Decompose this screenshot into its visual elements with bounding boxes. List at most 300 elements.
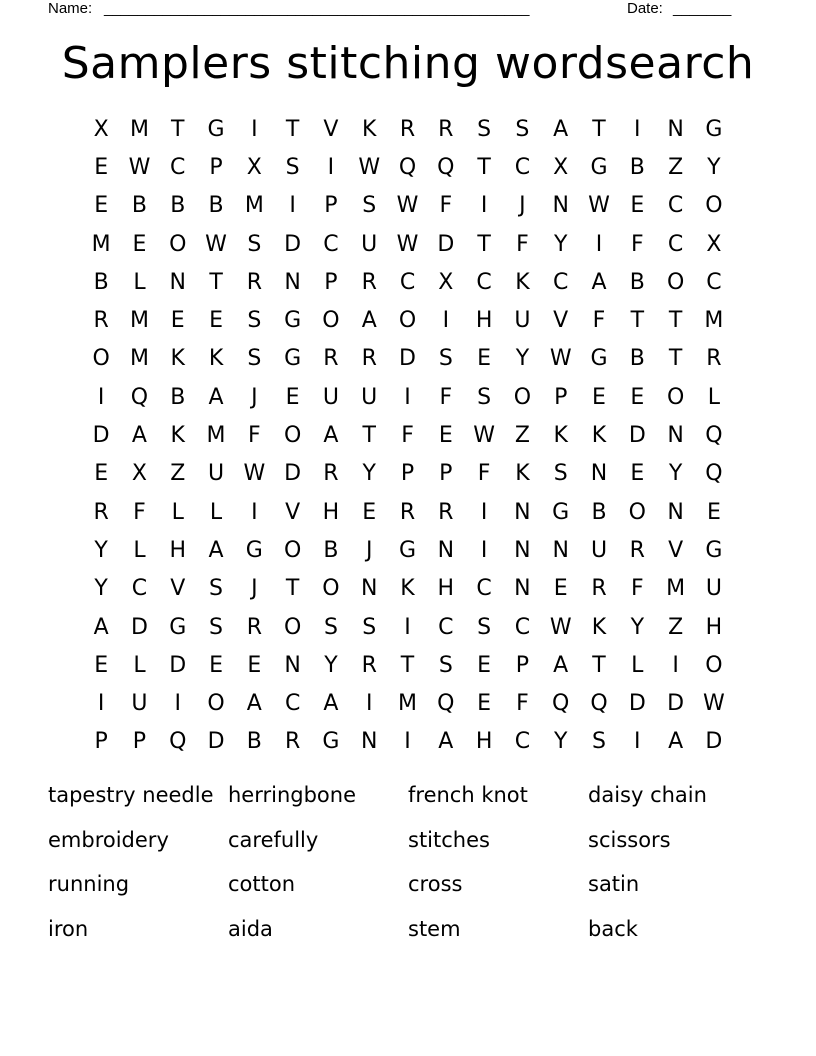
- grid-cell[interactable]: N: [514, 576, 531, 602]
- grid-cell[interactable]: G: [705, 537, 723, 563]
- grid-cell[interactable]: D: [667, 691, 685, 717]
- grid-cell[interactable]: Y: [362, 461, 376, 487]
- grid-cell[interactable]: R: [284, 729, 301, 755]
- word-list-item: cross: [408, 872, 463, 896]
- date-field[interactable]: _______: [673, 0, 732, 17]
- grid-cell[interactable]: I: [327, 154, 335, 180]
- grid-cell[interactable]: S: [362, 193, 377, 219]
- grid-cell[interactable]: W: [549, 346, 572, 372]
- grid-cell[interactable]: P: [209, 154, 223, 180]
- grid-cell[interactable]: R: [323, 461, 339, 487]
- word-list-item: embroidery: [48, 827, 169, 852]
- grid-cell[interactable]: F: [401, 423, 414, 449]
- grid-cell[interactable]: M: [91, 231, 111, 257]
- grid-cell[interactable]: E: [477, 346, 492, 372]
- grid-cell[interactable]: U: [361, 384, 378, 410]
- grid-cell[interactable]: V: [668, 537, 684, 563]
- grid-cell[interactable]: T: [209, 269, 223, 295]
- grid-cell[interactable]: T: [285, 576, 300, 602]
- grid-cell[interactable]: B: [93, 269, 109, 295]
- grid-cell[interactable]: A: [323, 691, 339, 717]
- grid-cell[interactable]: N: [360, 576, 378, 602]
- grid-cell[interactable]: G: [284, 346, 302, 372]
- grid-cell[interactable]: I: [404, 729, 411, 755]
- grid-cell[interactable]: P: [515, 652, 530, 678]
- grid-cell[interactable]: C: [170, 154, 186, 180]
- grid-cell[interactable]: N: [284, 652, 301, 678]
- grid-cell[interactable]: I: [672, 652, 679, 678]
- grid-cell[interactable]: S: [438, 346, 453, 372]
- grid-cell[interactable]: F: [248, 423, 261, 449]
- grid-cell[interactable]: P: [94, 729, 108, 755]
- grid-cell[interactable]: G: [590, 346, 608, 372]
- grid-cell[interactable]: Y: [707, 154, 721, 180]
- grid-cell[interactable]: P: [324, 269, 338, 295]
- grid-cell[interactable]: L: [133, 652, 146, 678]
- grid-cell[interactable]: J: [519, 193, 526, 219]
- grid-cell[interactable]: I: [251, 116, 258, 142]
- grid-cell[interactable]: E: [170, 308, 185, 334]
- grid-cell[interactable]: N: [284, 269, 301, 295]
- grid-cell[interactable]: H: [169, 537, 187, 563]
- grid-cell[interactable]: V: [553, 308, 569, 334]
- grid-cell[interactable]: C: [323, 231, 339, 257]
- grid-cell[interactable]: Y: [94, 537, 108, 563]
- grid-cell[interactable]: I: [97, 384, 105, 410]
- grid-cell[interactable]: Q: [705, 423, 723, 449]
- word-list-item: iron: [48, 916, 89, 941]
- grid-cell[interactable]: H: [437, 576, 455, 602]
- grid-cell[interactable]: G: [245, 537, 263, 563]
- grid-cell[interactable]: L: [133, 269, 146, 295]
- grid-cell[interactable]: D: [130, 614, 148, 640]
- grid-cell[interactable]: U: [207, 461, 225, 487]
- grid-cell[interactable]: O: [628, 499, 646, 525]
- name-field[interactable]: ___________________________________________________: [104, 0, 530, 17]
- grid-cell[interactable]: T: [285, 116, 300, 142]
- grid-cell[interactable]: A: [246, 691, 262, 717]
- grid-cell[interactable]: E: [94, 461, 109, 487]
- grid-cell[interactable]: D: [92, 423, 110, 449]
- grid-cell[interactable]: P: [400, 461, 415, 487]
- grid-cell[interactable]: F: [439, 193, 453, 219]
- grid-cell[interactable]: N: [667, 116, 684, 142]
- grid-cell[interactable]: R: [591, 576, 607, 602]
- grid-cell[interactable]: I: [634, 116, 641, 142]
- grid-cell[interactable]: D: [628, 423, 646, 449]
- grid-cell[interactable]: P: [132, 729, 147, 755]
- grid-cell[interactable]: I: [97, 691, 105, 717]
- grid-cell[interactable]: T: [477, 154, 491, 180]
- grid-cell[interactable]: H: [475, 729, 493, 755]
- grid-cell[interactable]: E: [247, 652, 262, 678]
- grid-cell[interactable]: S: [515, 116, 530, 142]
- grid-cell[interactable]: N: [667, 499, 684, 525]
- grid-cell[interactable]: Z: [514, 423, 530, 449]
- grid-cell[interactable]: Q: [590, 691, 608, 717]
- grid-cell[interactable]: E: [630, 384, 645, 410]
- grid-cell[interactable]: M: [206, 423, 226, 449]
- grid-cell[interactable]: E: [94, 193, 109, 219]
- grid-cell[interactable]: G: [398, 537, 417, 563]
- grid-cell[interactable]: Y: [553, 231, 568, 257]
- grid-cell[interactable]: W: [396, 193, 419, 219]
- grid-cell[interactable]: N: [169, 269, 186, 295]
- grid-cell[interactable]: D: [284, 231, 302, 257]
- grid-cell[interactable]: E: [706, 499, 721, 525]
- grid-cell[interactable]: I: [480, 499, 488, 525]
- grid-cell[interactable]: N: [360, 729, 378, 755]
- grid-cell[interactable]: I: [365, 691, 373, 717]
- grid-cell[interactable]: X: [246, 154, 262, 180]
- grid-cell[interactable]: R: [93, 308, 109, 334]
- grid-cell[interactable]: R: [629, 537, 645, 563]
- grid-cell[interactable]: D: [284, 461, 302, 487]
- grid-cell[interactable]: U: [322, 384, 339, 410]
- grid-cell[interactable]: H: [322, 499, 340, 525]
- grid-cell[interactable]: G: [705, 116, 723, 142]
- grid-cell[interactable]: Y: [630, 614, 645, 640]
- grid-cell[interactable]: Z: [668, 154, 684, 180]
- grid-cell[interactable]: E: [209, 652, 223, 678]
- grid-cell[interactable]: R: [399, 499, 416, 525]
- grid-cell[interactable]: R: [323, 346, 339, 372]
- grid-cell[interactable]: Q: [169, 729, 187, 755]
- grid-cell[interactable]: S: [209, 614, 224, 640]
- grid-cell[interactable]: O: [169, 231, 187, 257]
- name-label: Name:: [48, 0, 93, 17]
- grid-cell[interactable]: E: [362, 499, 377, 525]
- grid-cell[interactable]: M: [129, 116, 149, 142]
- grid-cell[interactable]: I: [289, 193, 296, 219]
- grid-cell[interactable]: R: [93, 499, 109, 525]
- grid-cell[interactable]: K: [362, 116, 377, 142]
- grid-cell[interactable]: N: [514, 499, 531, 525]
- grid-cell[interactable]: B: [629, 269, 645, 295]
- grid-cell[interactable]: C: [667, 231, 684, 257]
- grid-cell[interactable]: V: [170, 576, 186, 602]
- grid-cell[interactable]: W: [588, 193, 610, 219]
- grid-cell[interactable]: T: [362, 423, 376, 449]
- grid-cell[interactable]: R: [361, 269, 377, 295]
- grid-cell[interactable]: X: [93, 116, 109, 142]
- grid-cell[interactable]: B: [170, 193, 186, 219]
- grid-cell[interactable]: A: [208, 384, 224, 410]
- grid-cell[interactable]: I: [404, 384, 411, 410]
- grid-cell[interactable]: E: [630, 193, 645, 219]
- grid-cell[interactable]: K: [515, 269, 530, 295]
- grid-cell[interactable]: F: [439, 384, 453, 410]
- grid-cell[interactable]: I: [480, 193, 488, 219]
- grid-cell[interactable]: Z: [170, 461, 186, 487]
- grid-cell[interactable]: A: [131, 423, 147, 449]
- grid-cell[interactable]: C: [706, 269, 722, 295]
- grid-cell[interactable]: W: [396, 231, 419, 257]
- grid-cell[interactable]: C: [553, 269, 569, 295]
- grid-cell[interactable]: L: [133, 537, 146, 563]
- grid-cell[interactable]: A: [93, 614, 109, 640]
- grid-cell[interactable]: I: [442, 308, 450, 334]
- grid-cell[interactable]: T: [592, 116, 606, 142]
- grid-cell[interactable]: L: [631, 652, 644, 678]
- grid-cell[interactable]: T: [171, 116, 185, 142]
- grid-cell[interactable]: T: [400, 652, 415, 678]
- grid-cell[interactable]: D: [628, 691, 646, 717]
- grid-cell[interactable]: K: [553, 423, 568, 449]
- grid-cell[interactable]: S: [477, 614, 492, 640]
- grid-cell[interactable]: S: [323, 614, 338, 640]
- grid-cell[interactable]: X: [131, 461, 147, 487]
- grid-cell[interactable]: U: [131, 691, 148, 717]
- grid-cell[interactable]: J: [365, 537, 373, 563]
- grid-cell[interactable]: O: [283, 614, 302, 640]
- grid-cell[interactable]: G: [169, 614, 187, 640]
- word-list-item: stitches: [408, 827, 490, 852]
- grid-cell[interactable]: S: [438, 652, 453, 678]
- grid-cell[interactable]: S: [247, 231, 262, 257]
- grid-cell[interactable]: I: [595, 231, 603, 257]
- grid-cell[interactable]: H: [475, 308, 493, 334]
- grid-cell[interactable]: D: [169, 652, 187, 678]
- grid-cell[interactable]: Q: [705, 461, 723, 487]
- grid-cell[interactable]: P: [324, 193, 338, 219]
- grid-cell[interactable]: C: [131, 576, 148, 602]
- grid-cell[interactable]: O: [705, 652, 723, 678]
- grid-cell[interactable]: K: [400, 576, 415, 602]
- grid-cell[interactable]: K: [170, 346, 185, 372]
- grid-cell[interactable]: K: [591, 423, 607, 449]
- page-title: Samplers stitching wordsearch: [61, 38, 755, 89]
- grid-cell[interactable]: W: [473, 423, 495, 449]
- grid-cell[interactable]: O: [322, 308, 340, 334]
- grid-cell[interactable]: N: [514, 537, 531, 563]
- grid-cell[interactable]: B: [591, 499, 607, 525]
- header-line: [48, 0, 768, 18]
- grid-cell[interactable]: K: [515, 461, 530, 487]
- grid-cell[interactable]: N: [590, 461, 608, 487]
- word-list-item: tapestry needle: [48, 783, 214, 807]
- grid-cell[interactable]: M: [666, 576, 686, 602]
- grid-cell[interactable]: Y: [94, 576, 108, 602]
- grid-cell[interactable]: A: [591, 269, 607, 295]
- grid-cell[interactable]: P: [554, 384, 568, 410]
- grid-cell[interactable]: O: [666, 269, 685, 295]
- grid-cell[interactable]: E: [592, 384, 606, 410]
- grid-cell[interactable]: M: [244, 193, 264, 219]
- grid-cell[interactable]: M: [129, 308, 149, 334]
- grid-cell[interactable]: B: [246, 729, 262, 755]
- grid-cell[interactable]: R: [246, 614, 262, 640]
- grid-cell[interactable]: K: [170, 423, 185, 449]
- grid-cell[interactable]: D: [207, 729, 225, 755]
- grid-cell[interactable]: F: [516, 691, 529, 717]
- grid-cell[interactable]: W: [205, 231, 227, 257]
- grid-cell[interactable]: R: [361, 346, 377, 372]
- grid-cell[interactable]: C: [514, 729, 531, 755]
- grid-cell[interactable]: W: [243, 461, 266, 487]
- grid-cell[interactable]: I: [634, 729, 641, 755]
- grid-cell[interactable]: R: [438, 499, 454, 525]
- grid-cell[interactable]: I: [404, 614, 411, 640]
- grid-cell[interactable]: F: [516, 231, 529, 257]
- grid-cell[interactable]: F: [630, 231, 644, 257]
- grid-cell[interactable]: J: [251, 576, 258, 602]
- grid-cell[interactable]: J: [251, 384, 258, 410]
- grid-cell[interactable]: G: [284, 308, 302, 334]
- grid-cell[interactable]: P: [439, 461, 453, 487]
- grid-cell[interactable]: O: [322, 576, 340, 602]
- grid-cell[interactable]: Q: [130, 384, 149, 410]
- grid-cell[interactable]: B: [323, 537, 339, 563]
- grid-cell[interactable]: S: [592, 729, 606, 755]
- grid-cell[interactable]: D: [705, 729, 723, 755]
- grid-cell[interactable]: L: [171, 499, 184, 525]
- grid-cell[interactable]: A: [668, 729, 684, 755]
- grid-cell[interactable]: N: [437, 537, 455, 563]
- grid-cell[interactable]: Q: [398, 154, 417, 180]
- grid-cell[interactable]: G: [207, 116, 225, 142]
- grid-cell[interactable]: E: [438, 423, 453, 449]
- grid-cell[interactable]: A: [553, 652, 569, 678]
- grid-cell[interactable]: B: [629, 346, 645, 372]
- grid-cell[interactable]: E: [94, 154, 109, 180]
- grid-cell[interactable]: G: [552, 499, 570, 525]
- grid-cell[interactable]: Y: [515, 346, 530, 372]
- grid-cell[interactable]: T: [477, 231, 491, 257]
- grid-cell[interactable]: W: [703, 691, 725, 717]
- grid-cell[interactable]: I: [251, 499, 258, 525]
- grid-cell[interactable]: S: [247, 308, 262, 334]
- grid-cell[interactable]: A: [208, 537, 224, 563]
- grid-cell[interactable]: C: [476, 576, 492, 602]
- grid-cell[interactable]: K: [208, 346, 224, 372]
- grid-cell[interactable]: H: [705, 614, 723, 640]
- grid-cell[interactable]: E: [553, 576, 568, 602]
- grid-cell[interactable]: U: [590, 537, 608, 563]
- grid-cell[interactable]: N: [552, 537, 569, 563]
- grid-cell[interactable]: W: [128, 154, 151, 180]
- grid-cell[interactable]: R: [361, 652, 377, 678]
- grid-cell[interactable]: C: [438, 614, 454, 640]
- grid-cell[interactable]: Q: [552, 691, 570, 717]
- grid-cell[interactable]: N: [667, 423, 684, 449]
- grid-cell[interactable]: B: [629, 154, 645, 180]
- grid-cell[interactable]: Q: [437, 691, 455, 717]
- grid-cell[interactable]: C: [284, 691, 301, 717]
- grid-cell[interactable]: E: [94, 652, 109, 678]
- grid-cell[interactable]: N: [552, 193, 569, 219]
- grid-cell[interactable]: E: [477, 652, 492, 678]
- grid-cell[interactable]: F: [477, 461, 491, 487]
- grid-cell[interactable]: W: [358, 154, 381, 180]
- grid-cell[interactable]: T: [592, 652, 606, 678]
- grid-cell[interactable]: O: [207, 691, 225, 717]
- grid-cell[interactable]: V: [285, 499, 301, 525]
- grid-cell[interactable]: L: [707, 384, 721, 410]
- grid-cell[interactable]: Q: [437, 154, 455, 180]
- grid-cell[interactable]: F: [592, 308, 606, 334]
- grid-cell[interactable]: O: [283, 537, 302, 563]
- grid-cell[interactable]: O: [705, 193, 723, 219]
- grid-cell[interactable]: U: [361, 231, 378, 257]
- grid-cell[interactable]: B: [170, 384, 186, 410]
- grid-cell[interactable]: O: [513, 384, 532, 410]
- grid-cell[interactable]: I: [480, 537, 488, 563]
- grid-cell[interactable]: M: [129, 346, 149, 372]
- grid-cell[interactable]: D: [437, 231, 455, 257]
- grid-cell[interactable]: Y: [668, 461, 683, 487]
- grid-cell[interactable]: S: [477, 384, 492, 410]
- grid-cell[interactable]: C: [476, 269, 492, 295]
- grid-cell[interactable]: X: [438, 269, 454, 295]
- grid-cell[interactable]: Y: [553, 729, 568, 755]
- grid-cell[interactable]: R: [706, 346, 722, 372]
- grid-cell[interactable]: A: [323, 423, 339, 449]
- grid-cell[interactable]: U: [705, 576, 722, 602]
- grid-cell[interactable]: E: [209, 308, 223, 334]
- grid-cell[interactable]: R: [438, 116, 454, 142]
- grid-cell[interactable]: E: [477, 691, 492, 717]
- grid-cell[interactable]: M: [398, 691, 418, 717]
- grid-cell[interactable]: O: [283, 423, 302, 449]
- grid-cell[interactable]: S: [553, 461, 568, 487]
- grid-cell[interactable]: U: [514, 308, 531, 334]
- grid-cell[interactable]: C: [399, 269, 416, 295]
- grid-cell[interactable]: T: [668, 346, 683, 372]
- grid-cell[interactable]: S: [362, 614, 377, 640]
- grid-cell[interactable]: I: [174, 691, 181, 717]
- grid-cell[interactable]: O: [666, 384, 685, 410]
- grid-cell[interactable]: S: [247, 346, 262, 372]
- grid-cell[interactable]: A: [361, 308, 377, 334]
- grid-cell[interactable]: S: [477, 116, 492, 142]
- grid-cell[interactable]: C: [514, 614, 531, 640]
- grid-cell[interactable]: E: [132, 231, 147, 257]
- grid-cell[interactable]: O: [398, 308, 417, 334]
- grid-cell[interactable]: X: [553, 154, 569, 180]
- grid-cell[interactable]: G: [322, 729, 340, 755]
- grid-cell[interactable]: R: [399, 116, 416, 142]
- grid-cell[interactable]: Z: [668, 614, 684, 640]
- grid-cell[interactable]: L: [209, 499, 223, 525]
- grid-cell[interactable]: C: [667, 193, 684, 219]
- grid-cell[interactable]: X: [706, 231, 722, 257]
- grid-cell[interactable]: V: [323, 116, 339, 142]
- grid-cell[interactable]: A: [438, 729, 454, 755]
- word-list-item: scissors: [588, 827, 671, 852]
- grid-cell[interactable]: B: [208, 193, 224, 219]
- grid-cell[interactable]: D: [399, 346, 416, 372]
- grid-cell[interactable]: Y: [324, 652, 338, 678]
- grid-cell[interactable]: B: [131, 193, 147, 219]
- grid-cell[interactable]: S: [209, 576, 224, 602]
- grid-cell[interactable]: T: [630, 308, 645, 334]
- grid-cell[interactable]: E: [285, 384, 300, 410]
- grid-cell[interactable]: F: [630, 576, 644, 602]
- grid-cell[interactable]: E: [630, 461, 645, 487]
- grid-cell[interactable]: M: [704, 308, 724, 334]
- grid-cell[interactable]: R: [246, 269, 262, 295]
- grid-cell[interactable]: G: [590, 154, 608, 180]
- grid-cell[interactable]: A: [553, 116, 569, 142]
- grid-cell[interactable]: F: [133, 499, 146, 525]
- grid-cell[interactable]: T: [668, 308, 683, 334]
- grid-cell[interactable]: C: [514, 154, 531, 180]
- grid-cell[interactable]: W: [549, 614, 572, 640]
- grid-cell[interactable]: O: [92, 346, 110, 372]
- grid-cell[interactable]: K: [591, 614, 607, 640]
- grid-cell[interactable]: S: [285, 154, 300, 180]
